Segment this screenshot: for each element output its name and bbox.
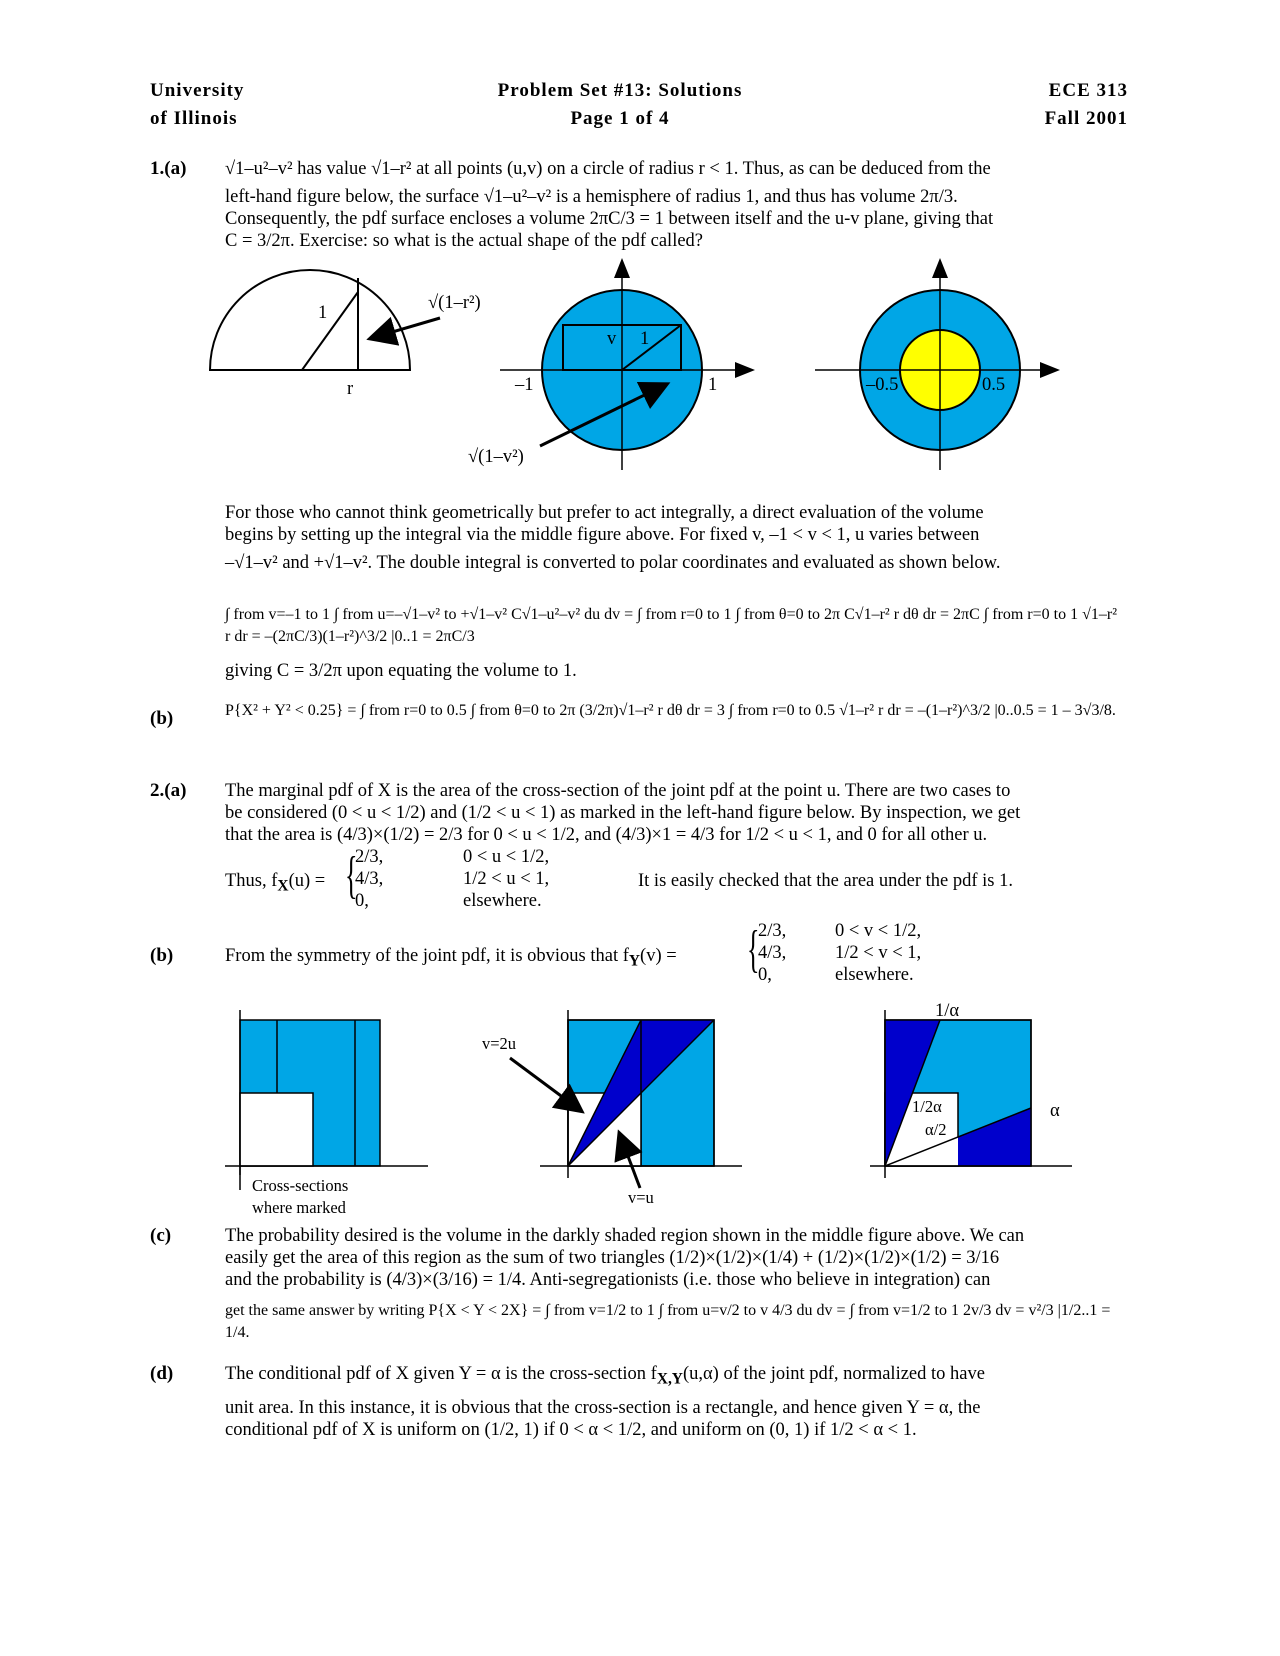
p2a-line1: The marginal pdf of X is the area of the cross-section of the joint pdf at the point u. There are two cases to — [225, 781, 1011, 801]
header-left-line1: University — [150, 80, 245, 101]
hemi-radius-label: 1 — [318, 303, 328, 323]
int-line2: begins by setting up the integral via the middle figure above. For fixed v, –1 < v < 1, u varies between — [225, 525, 980, 545]
int-line1: For those who cannot think geometrically but prefer to act integrally, a direct evaluation of the volume — [225, 503, 984, 523]
label-v2u: v=2u — [482, 1034, 517, 1053]
header-term: Fall 2001 — [1044, 108, 1128, 129]
p2a-line3: that the area is (4/3)×(1/2) = 2/3 for 0 < u < 1/2, and (4/3)×1 = 4/3 for 1/2 < u < 1, and 0 for all other u. — [225, 825, 988, 845]
p1a-line4: C = 3/2π. Exercise: so what is the actual shape of the pdf called? — [225, 231, 704, 251]
problem-1b-equation: P{X² + Y² < 0.25} = ∫ from r=0 to 0.5 ∫ from θ=0 to 2π (3/2π)√1–r² r dθ dr = 3 ∫ from r=0 to 0.5 √1–r² r dr = –(1–r²)^3/2 |0..0.5 = 1 – 3√3/8. — [225, 702, 1116, 719]
right-neg-label: –0.5 — [866, 375, 899, 395]
label-vu: v=u — [628, 1188, 654, 1207]
mid-pos1-label: 1 — [708, 375, 718, 395]
mid-one-label: 1 — [640, 329, 650, 349]
p1a-line2: left-hand figure below, the surface √1–u²–v² is a hemisphere of radius 1, and thus has volume 2π/3. — [225, 187, 958, 207]
fx-definition: Thus, $f_X(u)$ = — [225, 871, 326, 895]
label-alpha-half: α/2 — [925, 1120, 947, 1139]
p2c-line2: easily get the area of this region as the sum of two triangles (1/2)×(1/2)×(1/4) + (1/2)×(1/2)×(1/2) = 3/16 — [225, 1248, 1000, 1268]
volume-integral-equation: ∫ from v=–1 to 1 ∫ from u=–√1–v² to +√1–v² C√1–u²–v² du dv = ∫ from r=0 to 1 ∫ from θ=0 to 2π C√1–r² r dθ dr = 2πC ∫ from r=0 to 1 √1–r² r dr = –(2πC/3)(1–r²)^3/2 |0..1 = 2πC/3 — [225, 606, 1117, 645]
fy-brace: { — [747, 921, 760, 978]
problem-2c-label: (c) — [150, 1225, 172, 1246]
hemi-r-label: r — [347, 379, 354, 399]
p2c-line3: and the probability is (4/3)×(3/16) = 1/4. Anti-segregationists (i.e. those who believe in integration) can — [225, 1270, 991, 1290]
label-half-inv-alpha: 1/2α — [912, 1097, 942, 1116]
int-line4: giving C = 3/2π upon equating the volume to 1. — [225, 661, 577, 681]
problem-2d-text — [225, 1363, 1125, 1441]
p2d-line1: The conditional pdf of X given Y = α is the cross-section $f_{X,Y}(u,\alpha)$ of the joint pdf, normalized to have — [225, 1364, 985, 1388]
mid-sqrt-label: √(1–v²) — [468, 447, 524, 467]
fx-cases: 2/3, 4/3, 0, — [355, 847, 384, 911]
problem-2c-text — [225, 1225, 1125, 1291]
fy-definition: From the symmetry of the joint pdf, it is obvious that $f_Y(v)$ = — [225, 946, 677, 970]
region-figure — [510, 1010, 742, 1188]
mid-v-label: v — [607, 329, 617, 349]
mid-neg1-label: –1 — [515, 375, 534, 395]
fy-conditions: 0 < v < 1/2, 1/2 < v < 1, elsewhere. — [835, 921, 922, 985]
conditional-figure — [870, 1010, 1072, 1178]
header-page: Page 1 of 4 — [570, 108, 670, 129]
fx-conditions: 0 < u < 1/2, 1/2 < u < 1, elsewhere. — [463, 847, 550, 911]
header-title: Problem Set #13: Solutions — [497, 80, 743, 101]
problem-2d-label: (d) — [150, 1363, 174, 1384]
p2a-line2: be considered (0 < u < 1/2) and (1/2 < u < 1) as marked in the left-hand figure below. By inspection, we get — [225, 803, 1021, 823]
fy-cases: 2/3, 4/3, 0, — [758, 921, 787, 985]
p1a-line3: Consequently, the pdf surface encloses a volume 2πC/3 = 1 between itself and the u-v plane, giving that — [225, 209, 994, 229]
p2d-line3: conditional pdf of X is uniform on (1/2, 1) if 0 < α < 1/2, and uniform on (0, 1) if 1/2 < α < 1. — [225, 1419, 917, 1440]
int-line3: –√1–v² and +√1–v². The double integral is converted to polar coordinates and evaluated as shown below. — [225, 553, 1001, 573]
p1a-line1: √1–u²–v² has value √1–r² at all points (u,v) on a circle of radius r < 1. Thus, as can be deduced from the — [225, 159, 991, 179]
problem-2b-label: (b) — [150, 945, 174, 966]
area-check-text: It is easily checked that the area under the pdf is 1. — [638, 871, 1013, 891]
fx-brace: { — [345, 847, 358, 904]
caption-line1: Cross-sections — [252, 1176, 349, 1195]
label-inv-alpha: 1/α — [935, 1001, 960, 1021]
header-left-line2: of Illinois — [150, 108, 238, 129]
cross-section-figure — [225, 1010, 428, 1190]
label-alpha: α — [1050, 1101, 1060, 1121]
hemi-sqrt-label: √(1–r²) — [428, 293, 481, 313]
p2c-line1: The probability desired is the volume in the darkly shaded region shown in the middle figure above. We can — [225, 1226, 1025, 1246]
p2d-line2: unit area. In this instance, it is obvious that the cross-section is a rectangle, and hence given Y = α, the — [225, 1397, 981, 1418]
problem-1a-label: 1.(a) — [150, 158, 187, 179]
caption-line2: where marked — [252, 1198, 346, 1217]
right-pos-label: 0.5 — [982, 375, 1006, 395]
problem-2c-equation: get the same answer by writing P{X < Y < 2X} = ∫ from v=1/2 to 1 ∫ from u=v/2 to v 4/3 du dv = ∫ from v=1/2 to 1 2v/3 dv = v²/3 |1/2..1 = 1/4. — [225, 1302, 1111, 1341]
problem-1b-label: (b) — [150, 708, 174, 729]
problem-2a-label: 2.(a) — [150, 780, 187, 801]
header-course: ECE 313 — [1048, 80, 1128, 101]
